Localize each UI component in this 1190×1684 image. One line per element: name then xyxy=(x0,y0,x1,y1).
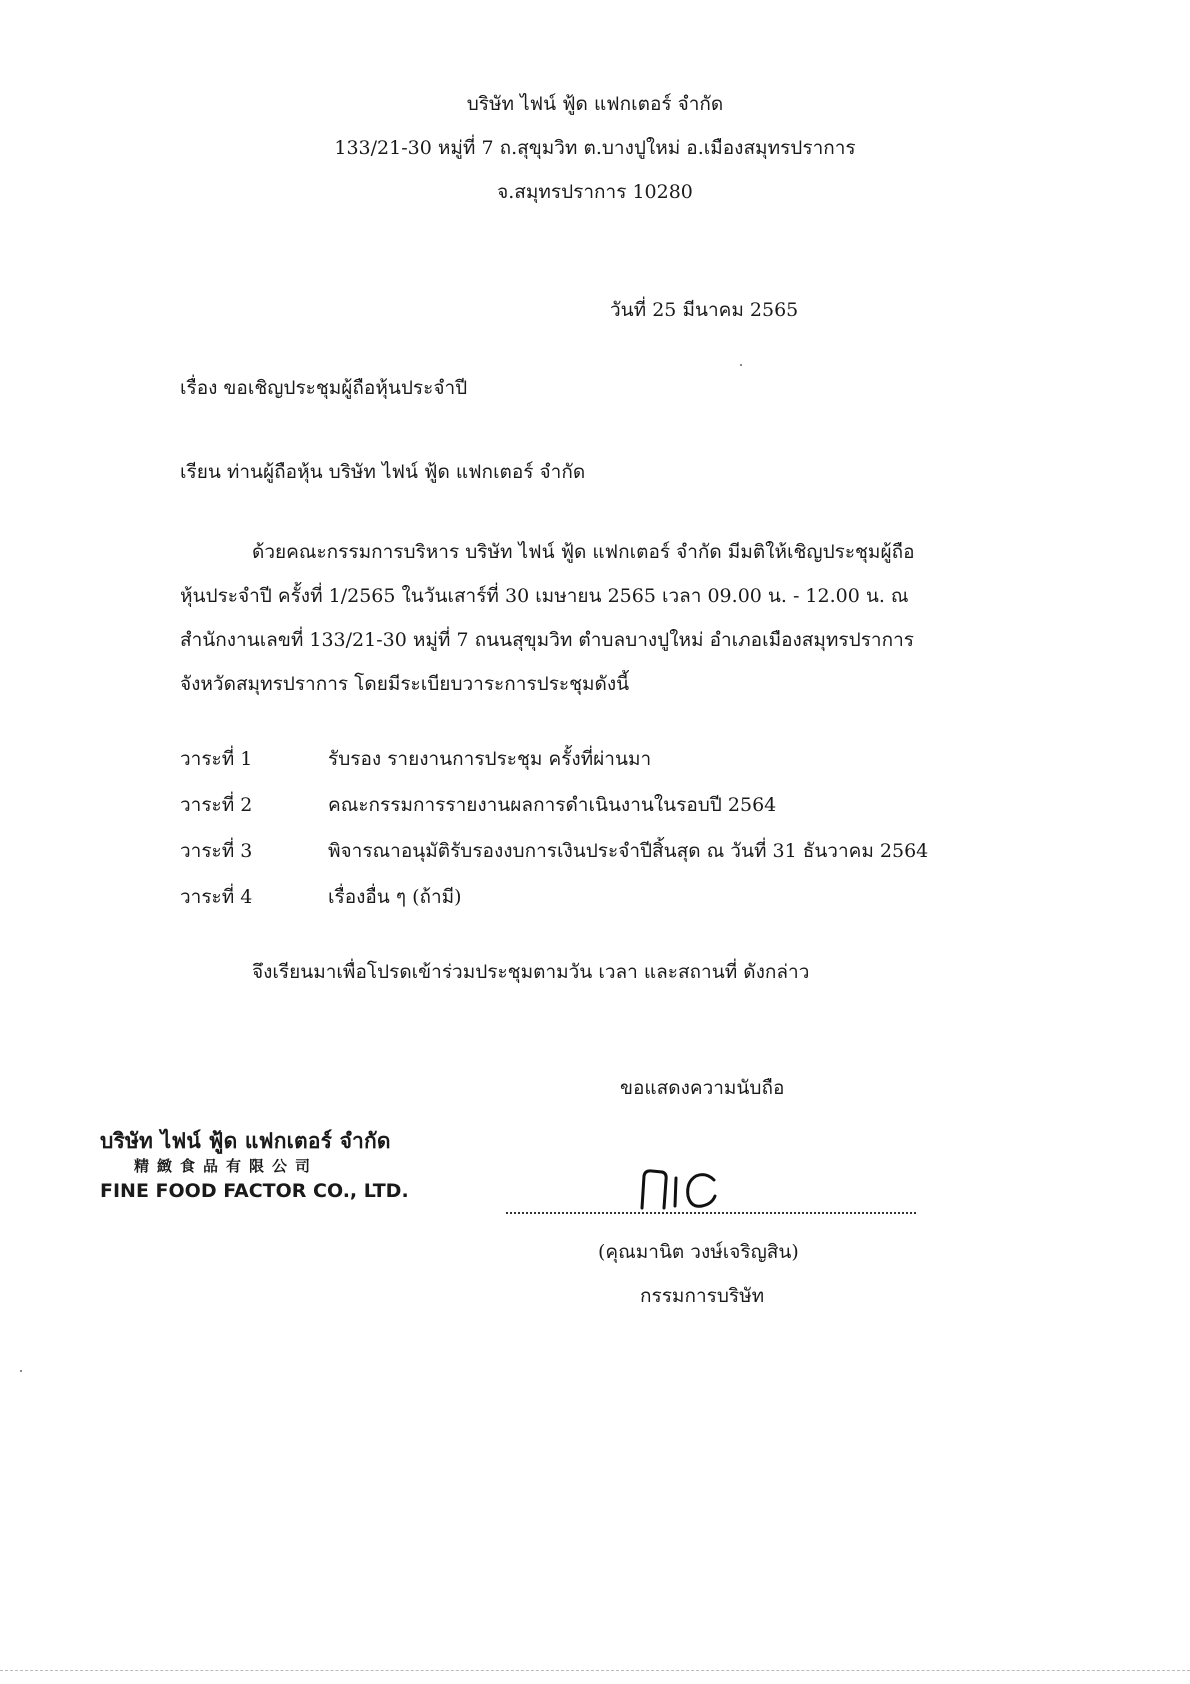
agenda-item xyxy=(180,828,1040,874)
handwritten-signature-icon xyxy=(636,1162,726,1218)
stamp-chinese-name: 精緻食品有限公司 xyxy=(134,1157,319,1175)
company-name: บริษัท ไฟน์ ฟู้ด แฟกเตอร์ จำกัด xyxy=(466,93,724,115)
scan-edge-line xyxy=(0,1670,1190,1672)
closing-regards: ขอแสดงความนับถือ xyxy=(620,1077,785,1099)
agenda-text: พิจารณาอนุมัติรับรองงบการเงินประจำปีสิ้นสุด ณ วันที่ 31 ธันวาคม 2564 xyxy=(328,840,929,862)
body-line-2: หุ้นประจำปี ครั้งที่ 1/2565 ในวันเสาร์ที่ 30 เมษายน 2565 เวลา 09.00 น. - 12.00 น. ณ xyxy=(180,585,909,607)
agenda-item xyxy=(180,874,1040,920)
company-stamp xyxy=(100,1128,430,1204)
stamp-thai-name: บริษัท ไฟน์ ฟู้ด แฟกเตอร์ จำกัด xyxy=(100,1129,391,1153)
letter-recipient: เรียน ท่านผู้ถือหุ้น บริษัท ไฟน์ ฟู้ด แฟกเตอร์ จำกัด xyxy=(180,461,586,483)
scan-speck xyxy=(740,364,742,366)
agenda-label: วาระที่ 2 xyxy=(180,794,253,816)
closing-request: จึงเรียนมาเพื่อโปรดเข้าร่วมประชุมตามวัน เวลา และสถานที่ ดังกล่าว xyxy=(252,961,810,983)
letter-subject: เรื่อง ขอเชิญประชุมผู้ถือหุ้นประจำปี xyxy=(180,377,468,399)
agenda-text: เรื่องอื่น ๆ (ถ้ามี) xyxy=(328,886,462,908)
agenda-label: วาระที่ 4 xyxy=(180,886,253,908)
agenda-label: วาระที่ 3 xyxy=(180,840,253,862)
body-line-1: ด้วยคณะกรรมการบริหาร บริษัท ไฟน์ ฟู้ด แฟกเตอร์ จำกัด มีมติให้เชิญประชุมผู้ถือ xyxy=(252,541,915,563)
body-line-4: จังหวัดสมุทรปราการ โดยมีระเบียบวาระการประชุมดังนี้ xyxy=(180,673,630,695)
body-line-3: สำนักงานเลขที่ 133/21-30 หมู่ที่ 7 ถนนสุขุมวิท ตำบลบางปูใหม่ อำเภอเมืองสมุทรปราการ xyxy=(180,629,914,651)
signature-block xyxy=(506,1162,916,1242)
letter-date: วันที่ 25 มีนาคม 2565 xyxy=(610,299,799,321)
signatory-name: (คุณมานิต วงษ์เจริญสิน) xyxy=(598,1241,799,1263)
scan-speck xyxy=(20,1370,22,1372)
company-address-line2: จ.สมุทรปราการ 10280 xyxy=(497,181,693,203)
agenda-label: วาระที่ 1 xyxy=(180,748,253,770)
company-address-line1: 133/21-30 หมู่ที่ 7 ถ.สุขุมวิท ต.บางปูใหม่ อ.เมืองสมุทรปราการ xyxy=(334,137,856,159)
agenda-item xyxy=(180,782,1040,828)
agenda-list xyxy=(180,736,1040,920)
signature-line xyxy=(506,1212,916,1214)
stamp-english-name: FINE FOOD FACTOR CO., LTD. xyxy=(100,1180,409,1202)
agenda-text: คณะกรรมการรายงานผลการดำเนินงานในรอบปี 2564 xyxy=(328,794,777,816)
agenda-text: รับรอง รายงานการประชุม ครั้งที่ผ่านมา xyxy=(328,748,652,770)
signatory-title: กรรมการบริษัท xyxy=(640,1285,765,1307)
agenda-item xyxy=(180,736,1040,782)
